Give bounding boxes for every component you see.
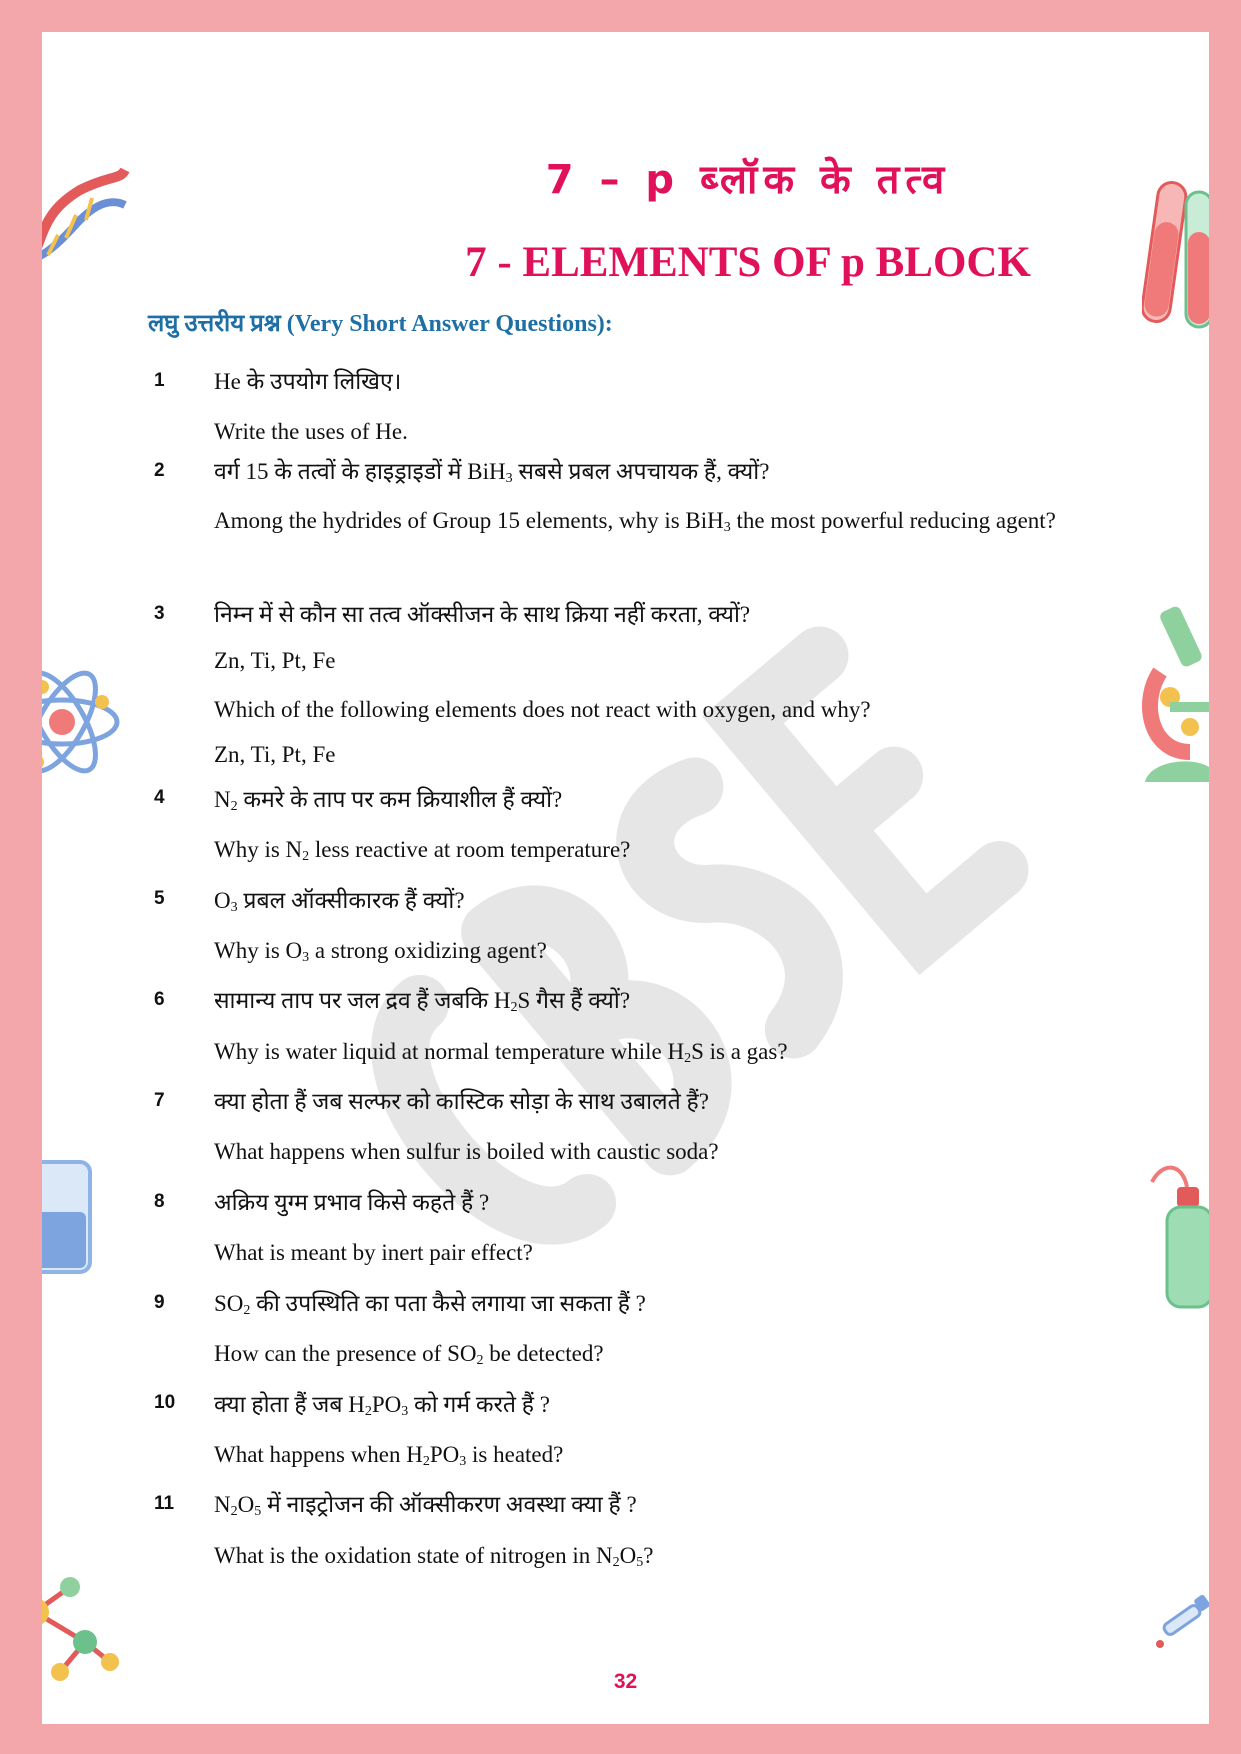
question-english: What is the oxidation state of nitrogen in $N_2O_5$?	[214, 1543, 654, 1570]
question-options-hindi: Zn, Ti, Pt, Fe	[214, 648, 336, 673]
question-hindi: $O_3$ प्रबल ऑक्सीकारक हैं क्यों?	[214, 888, 465, 915]
question-hindi: निम्न में से कौन सा तत्व ऑक्सीजन के साथ क्रिया नहीं करता, क्यों?	[214, 602, 751, 627]
molecule-icon	[42, 1562, 120, 1682]
question-hindi: $N_2$ कमरे के ताप पर कम क्रियाशील हैं क्यों?	[214, 787, 563, 814]
dropper-icon	[1152, 1592, 1209, 1662]
atom-icon	[42, 652, 132, 792]
wash-bottle-icon	[1142, 1152, 1209, 1312]
question-english: Write the uses of He.	[214, 419, 408, 444]
question-english: Why is water liquid at normal temperature while $H_2S$ is a gas?	[214, 1039, 788, 1066]
page-number: 32	[613, 1670, 638, 1693]
question-english: What happens when $H_2PO_3$ is heated?	[214, 1442, 564, 1469]
question-number: 4	[154, 787, 165, 808]
chapter-title-hindi: 7 – p ब्लॉक के तत्व	[545, 157, 951, 203]
question-number: 6	[154, 989, 165, 1010]
question-hindi: क्या होता हैं जब $H_2PO_3$ को गर्म करते हैं ?	[214, 1392, 550, 1419]
question-number: 3	[154, 603, 165, 624]
question-number: 11	[154, 1493, 175, 1514]
question-hindi: सामान्य ताप पर जल द्रव हैं जबकि $H_2S$ गैस हैं क्यों?	[214, 988, 631, 1015]
question-number: 2	[154, 460, 165, 481]
question-number: 8	[154, 1191, 165, 1212]
section-heading: लघु उत्तरीय प्रश्न (Very Short Answer Questions):	[148, 311, 613, 337]
question-number: 1	[154, 370, 165, 391]
question-hindi: $SO_2$ की उपस्थिति का पता कैसे लगाया जा सकता हैं ?	[214, 1291, 646, 1318]
question-number: 7	[154, 1090, 165, 1111]
question-english: Why is $O_3$ a strong oxidizing agent?	[214, 938, 547, 965]
question-options-english: Zn, Ti, Pt, Fe	[214, 742, 336, 767]
chapter-title-english: 7 - ELEMENTS OF p BLOCK	[465, 239, 1031, 286]
question-english: How can the presence of $SO_2$ be detected?	[214, 1341, 604, 1368]
microscope-icon	[1140, 602, 1209, 792]
question-hindi: अक्रिय युग्म प्रभाव किसे कहते हैं ?	[214, 1190, 490, 1215]
question-hindi: वर्ग 15 के तत्वों के हाइड्राइडों में BiH$_3$ सबसे प्रबल अपचायक हैं, क्यों?	[214, 459, 770, 486]
question-hindi: $N_2O_5$ में नाइट्रोजन की ऑक्सीकरण अवस्था क्या हैं ?	[214, 1492, 637, 1519]
page	[42, 32, 1209, 1724]
question-english: Why is $N_2$ less reactive at room temperature?	[214, 837, 631, 864]
question-number: 9	[154, 1292, 165, 1313]
question-english: Among the hydrides of Group 15 elements, why is BiH$_3$ the most powerful reducing agent?	[214, 508, 1056, 535]
question-hindi: क्या होता हैं जब सल्फर को कास्टिक सोड़ा के साथ उबालते हैं?	[214, 1089, 709, 1114]
question-english: Which of the following elements does not react with oxygen, and why?	[214, 697, 871, 722]
question-number: 5	[154, 888, 165, 909]
question-number: 10	[154, 1392, 176, 1413]
question-hindi: He के उपयोग लिखिए।	[214, 369, 402, 394]
question-english: What happens when sulfur is boiled with caustic soda?	[214, 1139, 719, 1164]
question-english: What is meant by inert pair effect?	[214, 1240, 533, 1265]
beaker-icon	[42, 1142, 100, 1282]
